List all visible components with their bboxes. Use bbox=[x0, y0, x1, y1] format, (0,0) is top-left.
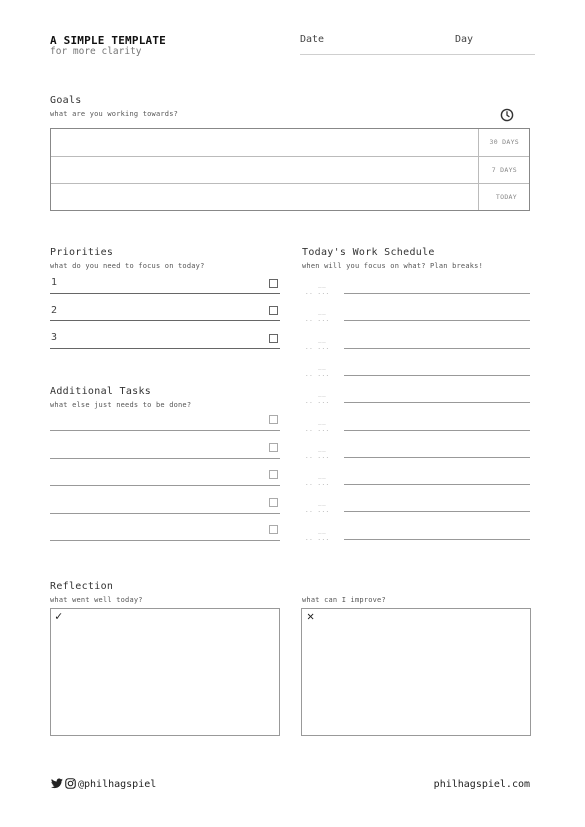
task-line[interactable] bbox=[50, 430, 280, 431]
task-line[interactable] bbox=[50, 485, 280, 486]
priority-number: 2 bbox=[51, 305, 58, 316]
schedule-time-hour[interactable]: __ bbox=[318, 472, 327, 480]
schedule-line[interactable] bbox=[344, 375, 530, 376]
schedule-time-minutes[interactable]: .. ... bbox=[305, 452, 330, 460]
schedule-line[interactable] bbox=[344, 457, 530, 458]
goal-tag: 7 DAYS bbox=[491, 166, 517, 174]
schedule-time-hour[interactable]: __ bbox=[318, 526, 327, 534]
schedule-line[interactable] bbox=[344, 511, 530, 512]
schedule-line[interactable] bbox=[344, 539, 530, 540]
schedule-time-hour[interactable]: __ bbox=[318, 335, 327, 343]
schedule-line[interactable] bbox=[344, 320, 530, 321]
social-handle[interactable]: @philhagspiel bbox=[78, 779, 157, 790]
page-subtitle: for more clarity bbox=[50, 46, 142, 57]
clock-icon bbox=[500, 108, 514, 122]
schedule-time-hour[interactable]: __ bbox=[318, 281, 327, 288]
goals-title: Goals bbox=[50, 95, 82, 106]
went-well-label: what went well today? bbox=[50, 596, 143, 604]
instagram-icon[interactable] bbox=[65, 778, 76, 789]
schedule-time-hour[interactable]: __ bbox=[318, 308, 327, 316]
additional-tasks-subtitle: what else just needs to be done? bbox=[50, 401, 192, 409]
schedule-line[interactable] bbox=[344, 402, 530, 403]
schedule-subtitle: when will you focus on what? Plan breaks! bbox=[302, 262, 483, 270]
schedule-line[interactable] bbox=[344, 293, 530, 294]
priority-number: 1 bbox=[51, 277, 58, 288]
date-day-line[interactable] bbox=[300, 54, 535, 55]
task-checkbox[interactable] bbox=[269, 525, 278, 534]
website-link[interactable]: philhagspiel.com bbox=[433, 779, 530, 790]
day-label: Day bbox=[455, 34, 474, 45]
priorities-title: Priorities bbox=[50, 247, 114, 258]
schedule-line[interactable] bbox=[344, 430, 530, 431]
task-line[interactable] bbox=[50, 513, 280, 514]
priorities-subtitle: what do you need to focus on today? bbox=[50, 262, 205, 270]
schedule-time-minutes[interactable]: .. ... bbox=[305, 534, 330, 542]
page-title: A SIMPLE TEMPLATE bbox=[50, 34, 166, 47]
schedule-time-hour[interactable]: __ bbox=[318, 390, 327, 398]
date-label: Date bbox=[300, 34, 325, 45]
improve-box[interactable] bbox=[301, 608, 531, 736]
priority-line[interactable] bbox=[50, 348, 280, 349]
goal-tag: 30 DAYS bbox=[489, 138, 519, 146]
priority-checkbox[interactable] bbox=[269, 306, 278, 315]
task-checkbox[interactable] bbox=[269, 470, 278, 479]
reflection-title: Reflection bbox=[50, 581, 114, 592]
goal-input-cell[interactable] bbox=[51, 184, 479, 210]
schedule-time-minutes[interactable]: .. ... bbox=[305, 316, 330, 324]
goals-table bbox=[50, 128, 530, 211]
schedule-time-minutes[interactable]: .. ... bbox=[305, 343, 330, 351]
schedule-time-hour[interactable]: __ bbox=[318, 417, 327, 425]
task-checkbox[interactable] bbox=[269, 498, 278, 507]
schedule-time-hour[interactable]: __ bbox=[318, 499, 327, 507]
priority-line[interactable] bbox=[50, 293, 280, 294]
schedule-time-minutes[interactable]: .. ... bbox=[305, 398, 330, 406]
schedule-time-minutes[interactable]: .. ... bbox=[305, 425, 330, 433]
goal-tag: TODAY bbox=[495, 193, 517, 201]
priority-checkbox[interactable] bbox=[269, 279, 278, 288]
task-checkbox[interactable] bbox=[269, 443, 278, 452]
check-icon: ✓ bbox=[55, 609, 63, 623]
goal-row-30-days[interactable] bbox=[51, 129, 529, 156]
schedule-title: Today's Work Schedule bbox=[302, 247, 435, 258]
additional-tasks-title: Additional Tasks bbox=[50, 386, 152, 397]
went-well-box[interactable] bbox=[50, 608, 280, 736]
goal-row-today[interactable] bbox=[51, 183, 529, 210]
priority-number: 3 bbox=[51, 332, 58, 343]
schedule-time-minutes[interactable]: .. ... bbox=[305, 480, 330, 488]
schedule-time-minutes[interactable]: .. ... bbox=[305, 507, 330, 515]
task-line[interactable] bbox=[50, 540, 280, 541]
task-checkbox[interactable] bbox=[269, 415, 278, 424]
goal-input-cell[interactable] bbox=[51, 157, 479, 183]
priority-line[interactable] bbox=[50, 320, 280, 321]
schedule-time-hour[interactable]: __ bbox=[318, 444, 327, 452]
schedule-line[interactable] bbox=[344, 484, 530, 485]
goal-row-7-days[interactable] bbox=[51, 156, 529, 183]
schedule-time-minutes[interactable]: .. ... bbox=[305, 289, 330, 296]
cross-icon: ✕ bbox=[307, 609, 315, 623]
goals-subtitle: what are you working towards? bbox=[50, 110, 179, 118]
schedule-time-hour[interactable]: __ bbox=[318, 362, 327, 370]
twitter-icon[interactable] bbox=[51, 778, 63, 789]
goal-input-cell[interactable] bbox=[51, 129, 479, 156]
schedule-time-minutes[interactable]: .. ... bbox=[305, 370, 330, 378]
priority-checkbox[interactable] bbox=[269, 334, 278, 343]
task-line[interactable] bbox=[50, 458, 280, 459]
schedule-line[interactable] bbox=[344, 348, 530, 349]
improve-label: what can I improve? bbox=[302, 596, 386, 604]
